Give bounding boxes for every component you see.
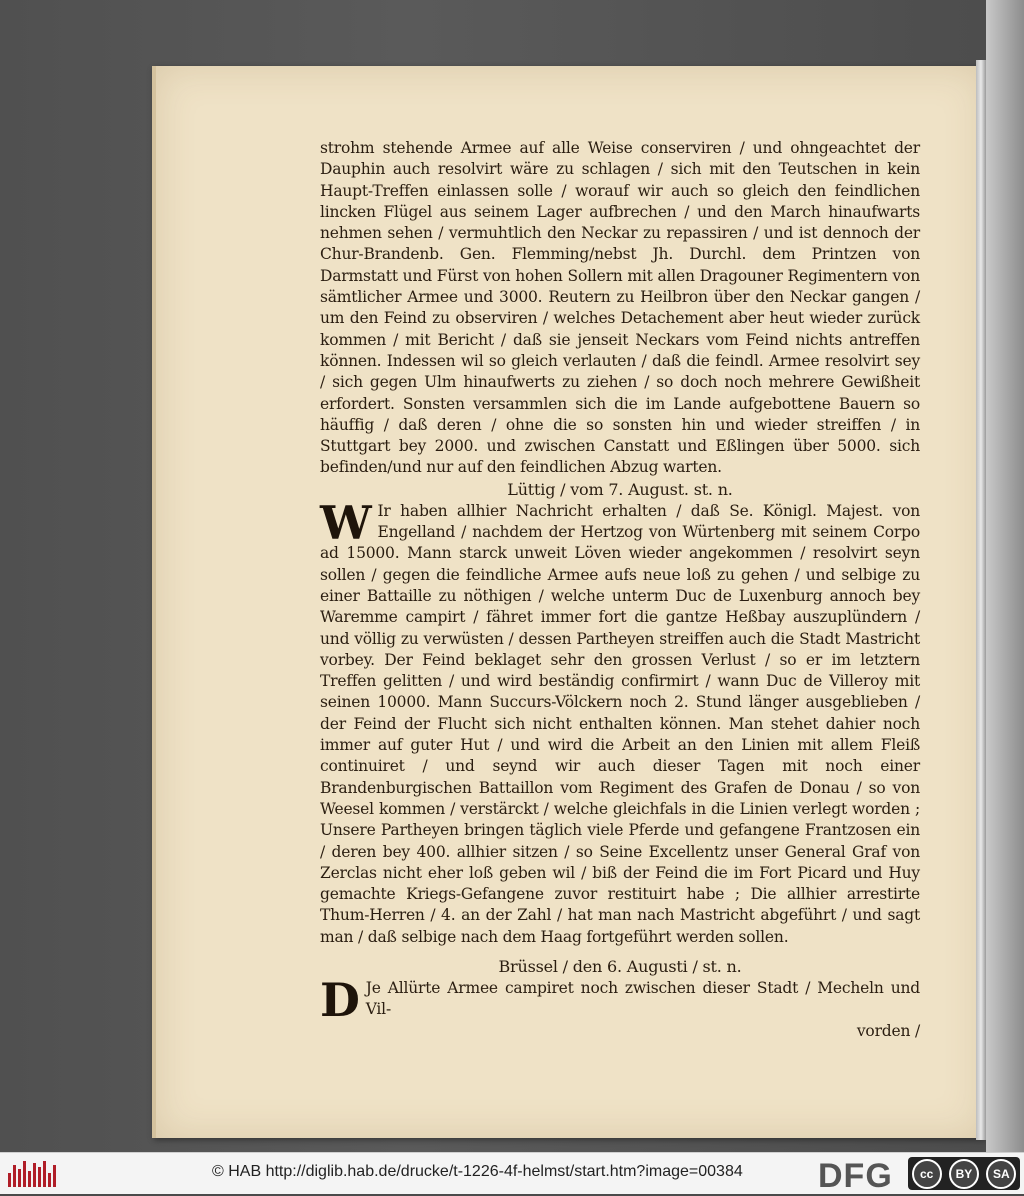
heading-luettich: Lüttig / vom 7. August. st. n. xyxy=(507,479,733,499)
scanner-strip xyxy=(986,0,1024,1152)
page-edge xyxy=(976,60,986,1140)
heading-bruessel: Brüssel / den 6. Augusti / st. n. xyxy=(498,956,742,976)
cc-license-badge[interactable] xyxy=(908,1157,1020,1190)
paragraph-3 xyxy=(320,972,920,1027)
sa-icon: SA xyxy=(986,1159,1016,1189)
paragraph-3-text: Je Allürte Armee campiret noch zwischen dieser Stadt / Mecheln und Vil- xyxy=(365,978,920,1019)
by-icon: BY xyxy=(949,1159,979,1189)
hab-logo-icon[interactable] xyxy=(8,1161,56,1187)
paragraph-2 xyxy=(320,495,920,948)
viewer-footer xyxy=(0,1152,1024,1194)
copyright-link[interactable]: © HAB http://diglib.hab.de/drucke/t-1226-4f-helmst/start.htm?image=00384 xyxy=(212,1163,743,1180)
catchword: vorden / xyxy=(856,1021,920,1040)
dropcap-w: W xyxy=(320,495,372,550)
dropcap-d: D xyxy=(320,972,360,1027)
dfg-logo[interactable]: DFG xyxy=(818,1157,893,1195)
paragraph-1: strohm stehende Armee auf alle Weise conserviren / und ohngeachtet der Dauphin auch resolvirt wäre zu schlagen / sich mit den Teutschen in kein Haupt-Treffen einlassen solle / worauf wir auch so gleich den feindlichen lincken Flügel aus seinem Lager aufbrechen / und den March hinaufwarts nehmen sehen / vermuhtlich den Neckar zu repassiren / und ist dennoch der Chur-Brandenb. Gen. Flemming/nebst Jh. Durchl. dem Printzen von Darmstatt und Fürst von hohen Sollern mit allen Dragouner Regimentern von sämtlicher Armee und 3000. Reutern zu Heilbron über den Neckar gangen / um den Feind zu observiren / welches Detachement aber heut wieder zurück kommen / mit Bericht / daß sie jenseit Neckars vom Feind nichts antreffen können. Indessen wil so gleich verlauten / daß die feindl. Armee resolvirt sey / sich gegen Ulm hinaufwerts zu ziehen / so doch noch mehrere Gewißheit erfordert. Sonsten versammlen sich die im Lande aufgebottene Bauern so häuffig / daß deren / ohne die so sonsten hin und wieder streiffen / in Stuttgart bey 2000. und zwischen Canstatt und Eßlingen über 5000. sich befinden/und nur auf den feindlichen Abzug warten. xyxy=(320,139,920,477)
paragraph-2-text: Ir haben allhier Nachricht erhalten / daß Se. Königl. Majest. von Engelland / nachdem der Hertzog von Würtenberg mit seinem Corpo ad 15000. Mann starck unweit Löven wieder angekommen / resolvirt seyn sollen / gegen die feindliche Armee aufs neue loß zu gehen / und selbige zu einer Battaille zu nöthigen / welche unterm Duc de Luxenburg annoch bey Waremme campirt / fähret immer fort die gantze Heßbay auszuplündern / und völlig zu verwüsten / dessen Partheyen streiffen auch die Stadt Mastricht vorbey. Der Feind beklaget sehr den grossen Verlust / so er im letztern Treffen gelitten / und wird beständig confirmirt / wann Duc de Villeroy mit seinen 10000. Mann Succurs-Völckern noch 2. Stund länger ausgeblieben / der Feind der Flucht sich nicht enthalten können. Man stehet dahier noch immer auf guter Hut / und wird die Arbeit an den Linien mit allem Fleiß continuiret / und seynd wir auch dieser Tagen mit noch einer Brandenburgischen Battaillon vom Regiment des Grafen de Donau / so von Weesel kommen / verstärckt / welche gleichfals in die Linien verlegt worden ; Unsere Partheyen bringen täglich viele Pferde und gefangene Frantzosen ein / deren bey 400. allhier sitzen / so Seine Excellentz unser General Graf von Zerclas nicht eher loß geben wil / biß der Feind die im Fort Picard und Huy gemachte Kriegs-Gefangene zuvor restituirt habe ; Die allhier arrestirte Thum-Herren / 4. an der Zahl / hat man nach Mastricht abgeführt / und sagt man / daß selbige nach dem Haag fortgeführt werden sollen. xyxy=(320,501,920,946)
cc-icon: cc xyxy=(912,1159,942,1189)
document-text xyxy=(320,138,920,1042)
